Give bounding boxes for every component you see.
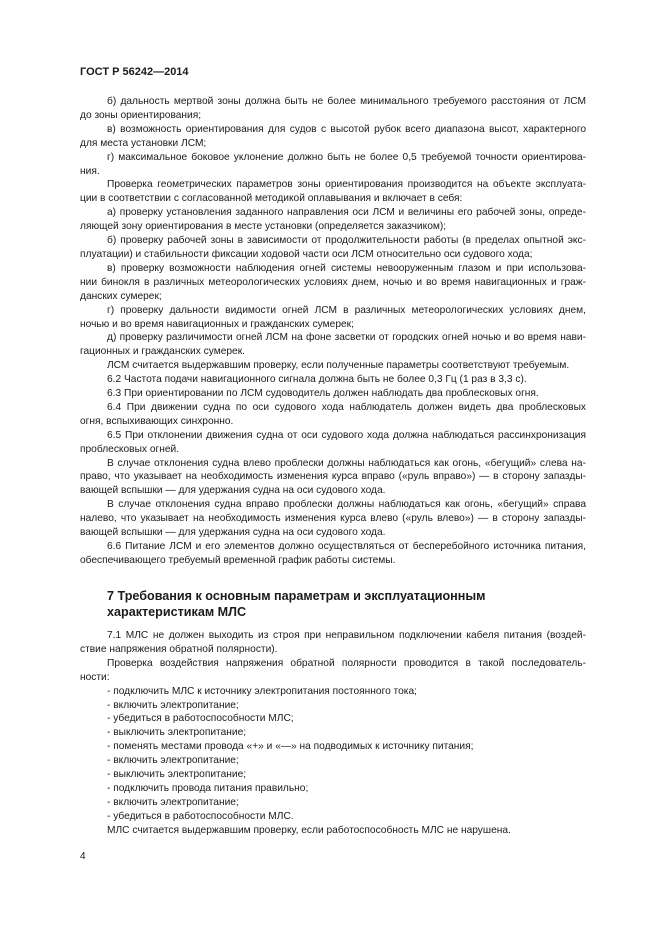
paragraph xyxy=(80,457,586,499)
section-6-text xyxy=(80,95,586,568)
list-item-text: - убедиться в работоспособности МЛС. xyxy=(107,810,294,822)
list-item xyxy=(80,796,586,810)
text-line: ния. xyxy=(80,165,100,177)
list-item-text: - подключить МЛС к источнику электропитания постоянного тока; xyxy=(107,685,417,697)
text-line: налево, что указывает на необходимость изменения курса влево («руль влево») — в сторону запазды- xyxy=(80,513,586,525)
paragraph xyxy=(80,123,586,151)
list-item-text: - убедиться в работоспособности МЛС; xyxy=(107,713,294,725)
section-7-heading xyxy=(107,588,485,620)
paragraph xyxy=(80,262,586,304)
text-line: в) проверку возможности наблюдения огней системы невооруженным глазом и при использова- xyxy=(107,262,586,274)
list-item-text: - включить электропитание; xyxy=(107,796,239,808)
paragraph xyxy=(80,401,586,429)
text-line: ляющей зону ориентирования в месте установки (определяется заказчиком); xyxy=(80,221,447,233)
text-line: а) проверку установления заданного направления оси ЛСМ и величины его рабочей зоны, опреде- xyxy=(107,207,586,219)
text-line: Проверка воздействия напряжения обратной полярности проводится в такой последователь- xyxy=(107,657,586,669)
text-line: 6.4 При движении судна по оси судового хода наблюдатель должен видеть два проблесковых xyxy=(107,401,586,413)
text-line: плуатации) и стабильности фиксации ходовой части оси ЛСМ относительно оси судового хода; xyxy=(80,248,533,260)
text-line: 6.3 При ориентировании по ЛСМ судоводитель должен наблюдать два проблесковых огня. xyxy=(107,388,539,400)
text-line: д) проверку различимости огней ЛСМ на фоне засветки от городских огней ночью и во время нави- xyxy=(107,332,586,344)
paragraph xyxy=(80,331,586,359)
text-line: ствие напряжения обратной полярности). xyxy=(80,643,278,655)
list-item-text: - выключить электропитание; xyxy=(107,769,247,781)
text-line: вающей вспышки — для удержания судна на оси судового хода. xyxy=(80,485,386,497)
list-item xyxy=(80,768,586,782)
text-line: вающей вспышки — для удержания судна на оси судового хода. xyxy=(80,527,386,539)
text-line: В случае отклонения судна влево проблески должны наблюдаться как огонь, «бегущий» слева на- xyxy=(107,457,586,469)
text-line: ции в соответствии с согласованной методикой оплавывания и включает в себя: xyxy=(80,193,463,205)
text-line: нии бинокля в различных метеорологических условиях днем, ночью и во время навигационных и граж- xyxy=(80,276,586,288)
conclusion-text: МЛС считается выдержавшим проверку, если работоспособность МЛС не нарушена. xyxy=(107,824,511,836)
paragraph xyxy=(80,95,586,123)
text-line: 7.1 МЛС не должен выходить из строя при неправильном подключении кабеля питания (воздей- xyxy=(107,630,586,641)
paragraph xyxy=(80,178,586,206)
heading-line: характеристикам МЛС xyxy=(107,605,247,619)
paragraph xyxy=(80,373,586,387)
list-item xyxy=(80,712,586,726)
list-item-text: - подключить провода питания правильно; xyxy=(107,782,309,794)
text-line: б) проверку рабочей зоны в зависимости от продолжительности работы (в пределах опытной экс- xyxy=(107,235,586,247)
text-line: ЛСМ считается выдержавшим проверку, если полученные параметры соответствуют требуемым. xyxy=(107,360,570,372)
text-line: обеспечивающего требуемый временной график работы системы. xyxy=(80,554,396,566)
text-line: б) дальность мертвой зоны должна быть не более минимального требуемого расстояния от ЛСМ xyxy=(107,96,586,107)
text-line: в) возможность ориентирования для судов с высотой рубок всего диапазона высот, характерного xyxy=(107,123,586,135)
paragraph xyxy=(80,498,586,540)
list-item-text: - выключить электропитание; xyxy=(107,727,247,739)
paragraph xyxy=(80,304,586,332)
section-7-text xyxy=(80,629,586,838)
text-line: право, что указывает на необходимость изменения курса вправо («руль вправо») — в сторону запазды- xyxy=(80,471,586,483)
list-item xyxy=(80,740,586,754)
text-line: для места установки ЛСМ; xyxy=(80,137,207,149)
paragraph xyxy=(80,151,586,179)
text-line: данских сумерек; xyxy=(80,290,162,302)
list-item xyxy=(80,685,586,699)
paragraph xyxy=(80,206,586,234)
text-line: до зоны ориентирования; xyxy=(80,109,202,121)
conclusion xyxy=(80,824,586,838)
page-number: 4 xyxy=(80,851,86,862)
text-line: ночью и во время навигационных и гражданских сумерек; xyxy=(80,318,354,330)
list-item xyxy=(80,726,586,740)
list-item xyxy=(80,754,586,768)
text-line: проблесковых огней. xyxy=(80,443,180,455)
list-item xyxy=(80,699,586,713)
text-line: В случае отклонения судна вправо проблески должны наблюдаться как огонь, «бегущий» справа xyxy=(107,499,586,511)
paragraph xyxy=(80,657,586,685)
list-item-text: - включить электропитание; xyxy=(107,699,239,711)
text-line: гационных и гражданских сумерек. xyxy=(80,346,245,358)
list-item xyxy=(80,810,586,824)
paragraph xyxy=(80,234,586,262)
text-line: г) проверку дальности видимости огней ЛСМ в различных метеорологических условиях днем, xyxy=(107,304,586,316)
paragraph xyxy=(80,629,586,657)
text-line: 6.6 Питание ЛСМ и его элементов должно осуществляться от бесперебойного источника питания, xyxy=(107,541,586,552)
paragraph xyxy=(80,387,586,401)
paragraph xyxy=(80,429,586,457)
list-item xyxy=(80,782,586,796)
heading-line: 7 Требования к основным параметрам и эксплуатационным xyxy=(107,589,486,603)
text-line: Проверка геометрических параметров зоны ориентирования производится на объекте эксплуата- xyxy=(107,179,586,191)
text-line: огня, вспыхивающих синхронно. xyxy=(80,415,234,427)
text-line: 6.5 При отклонении движения судна от оси судового хода должна наблюдаться рассинхронизация xyxy=(107,429,586,441)
text-line: 6.2 Частота подачи навигационного сигнала должна быть не более 0,3 Гц (1 раз в 3,3 с). xyxy=(107,374,527,386)
list-item-text: - включить электропитание; xyxy=(107,755,239,767)
text-line: ности: xyxy=(80,671,110,683)
paragraph xyxy=(80,359,586,373)
list-item-text: - поменять местами провода «+» и «—» на подводимых к источнику питания; xyxy=(107,741,474,753)
document-header: ГОСТ Р 56242—2014 xyxy=(80,66,189,78)
text-line: г) максимальное боковое уклонение должно быть не более 0,5 требуемой точности ориентирова- xyxy=(107,151,586,163)
paragraph xyxy=(80,540,586,568)
